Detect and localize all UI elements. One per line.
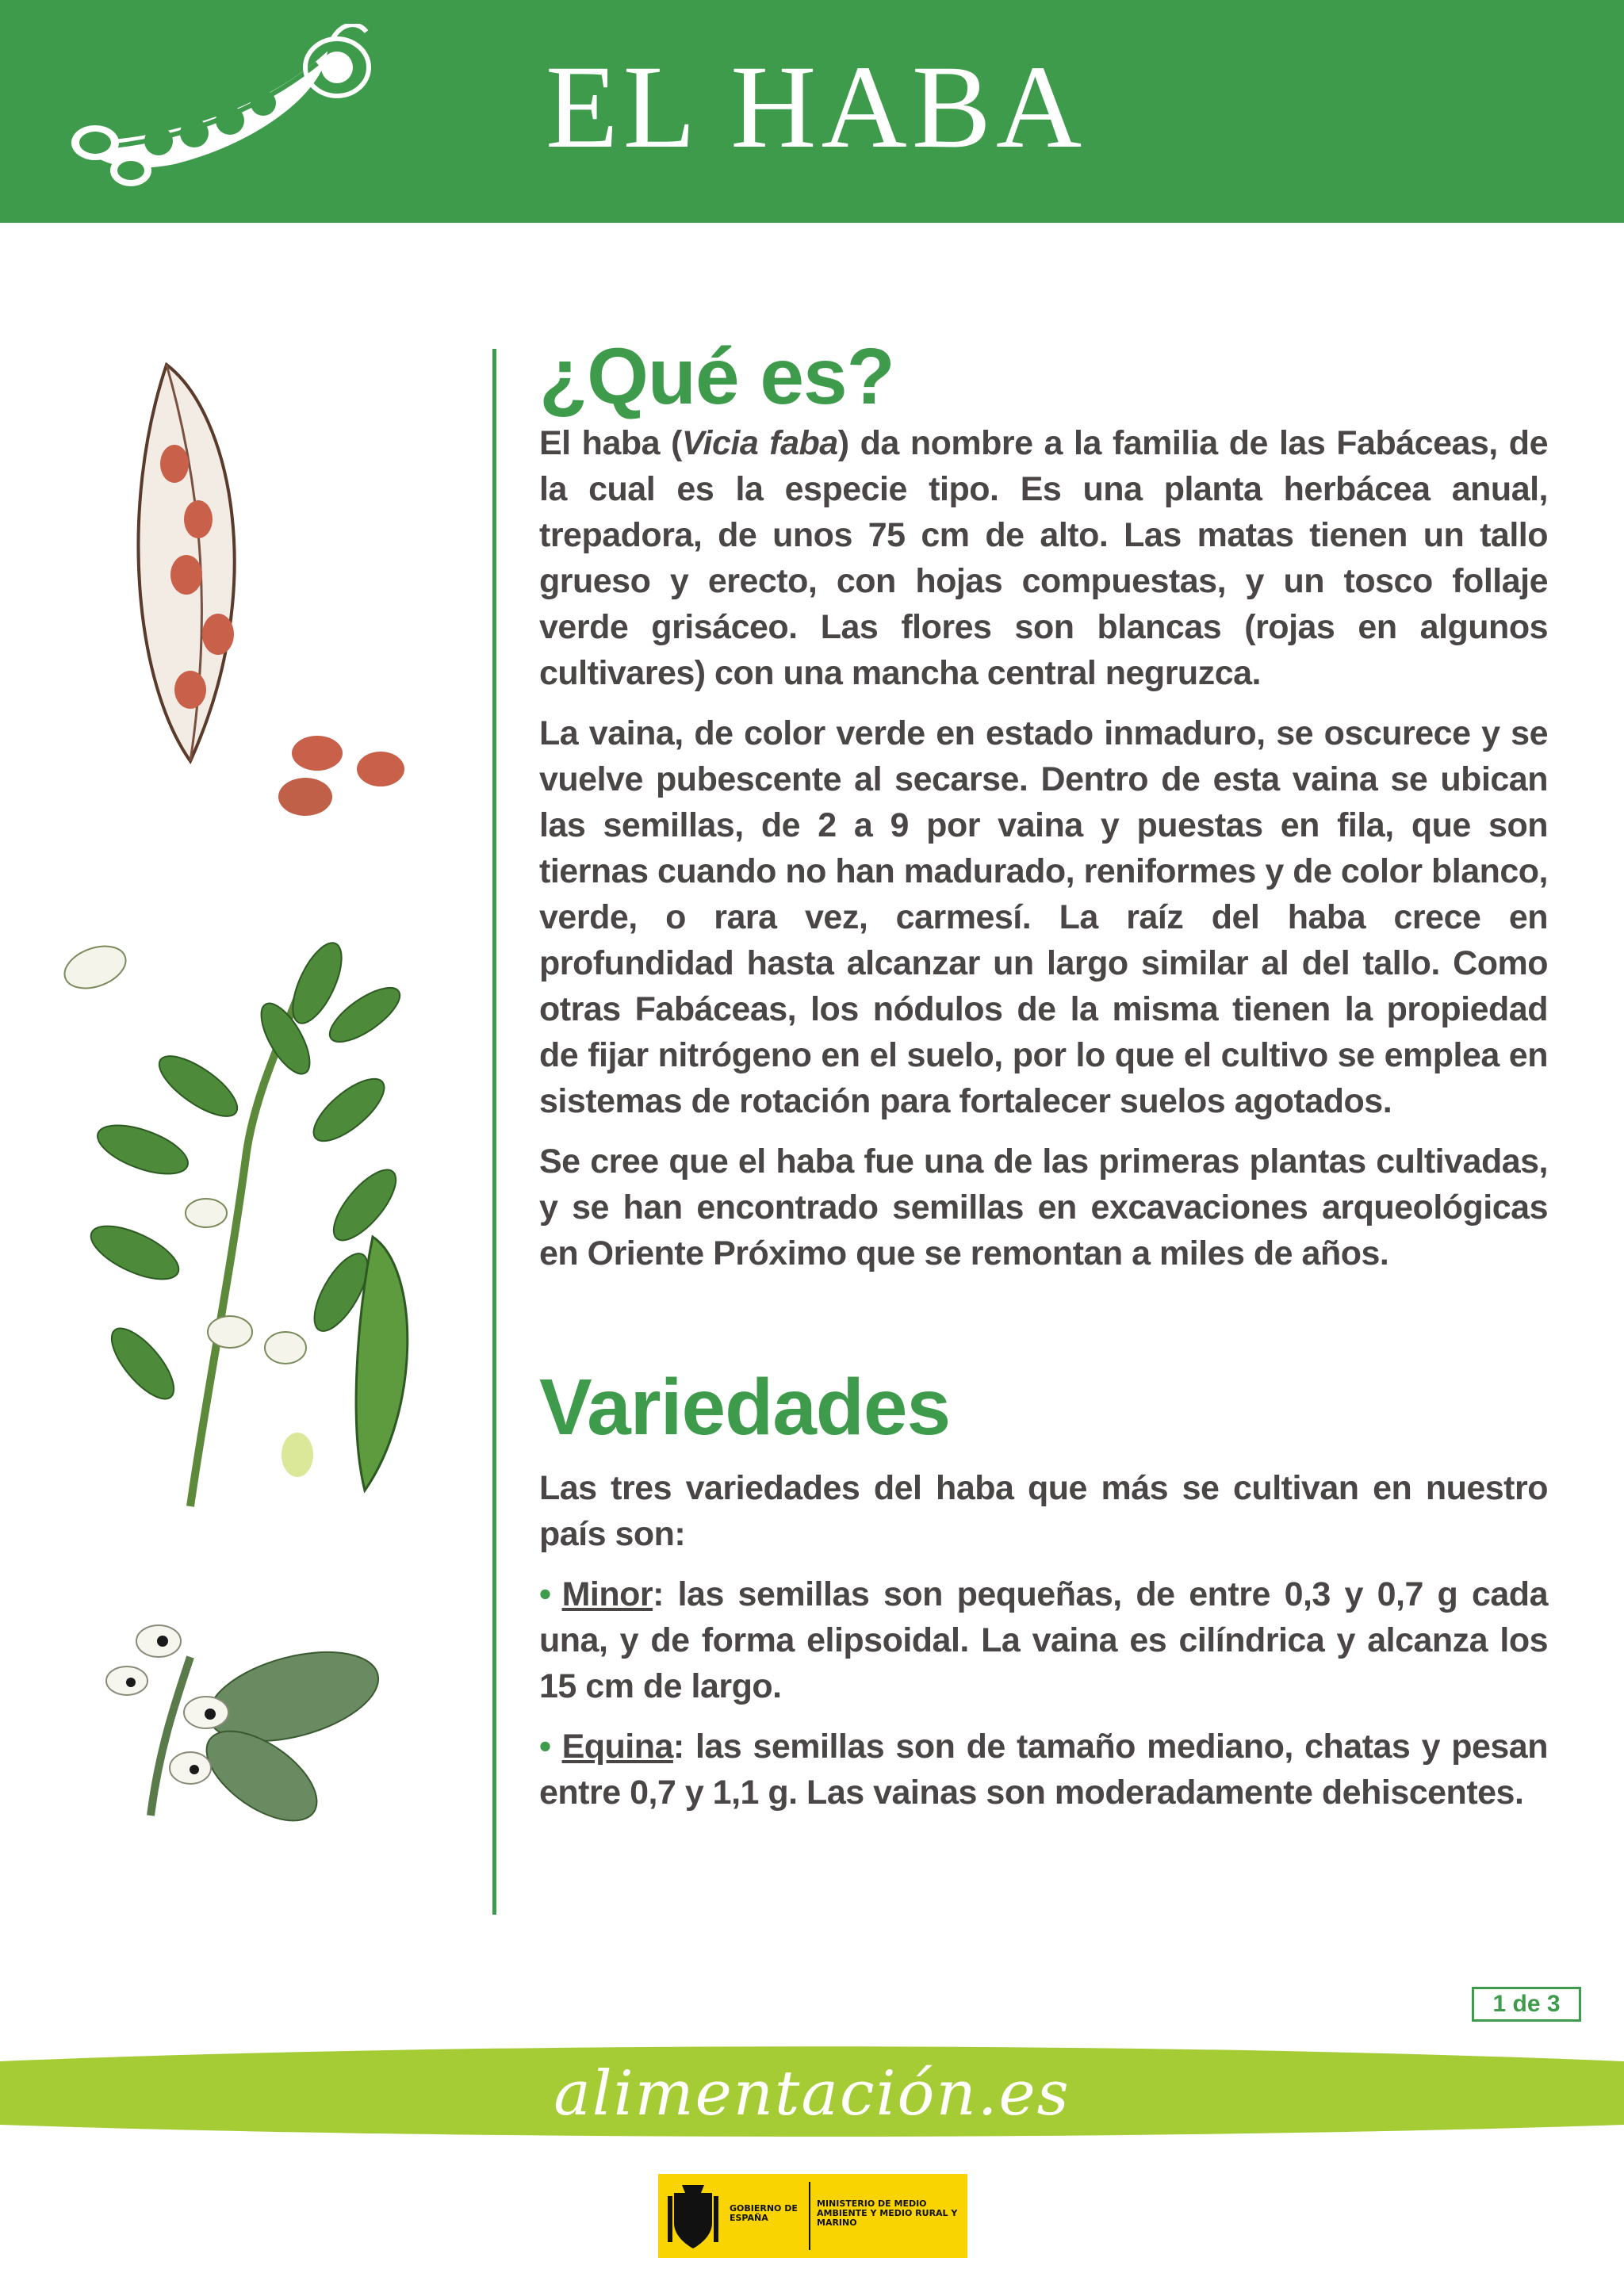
main-content [539, 333, 1548, 1830]
paragraph-3: Se cree que el haba fue una de las primeras plantas cultivadas, y se han encontrado semillas en excavaciones arqueológicas en Oriente Próximo que se remontan a miles de años. [539, 1142, 1548, 1272]
page-title: EL HABA [546, 41, 1087, 173]
logo-separator [809, 2182, 810, 2250]
paragraph-1: El haba (Vicia faba) da nombre a la familia de las Fabáceas, de la cual es la especie tipo. Es una planta herbácea anual, trepadora, de unos 75 cm de alto. Las matas tienen un tallo grueso y erecto, con hojas compuestas, y un tosco follaje verde grisáceo. Las flores son blancas (rojas en algunos cultivares) con una mancha central negruzca. [539, 424, 1548, 692]
variety-term: Minor [561, 1575, 653, 1613]
page-number-badge: 1 de 3 [1472, 1987, 1581, 2022]
section-heading-varieties: Variedades [539, 1363, 951, 1452]
column-divider [492, 349, 496, 1915]
gov-label: GOBIERNO DE ESPAÑA [730, 2203, 798, 2223]
scientific-name: Vicia faba [681, 424, 838, 462]
variety-term: Equina [561, 1728, 673, 1766]
government-logo [658, 2174, 967, 2258]
open-bean-pod-icon [87, 349, 420, 840]
bullet-icon: • [539, 1575, 551, 1613]
variety-item-minor: • Minor: las semillas son pequeñas, de entre 0,3 y 0,7 g cada una, y de forma elipsoidal. La vaina es cilíndrica y alcanza los 15 cm de largo. [539, 1575, 1548, 1705]
coat-of-arms-icon [666, 2183, 720, 2250]
bullet-icon: • [539, 1728, 551, 1766]
paragraph-2: La vaina, de color verde en estado inmaduro, se oscurece y se vuelve pubescente al secarse. Dentro de esta vaina se ubican las semillas, de 2 a 9 por vaina y puestas en fila, que son tiernas cuando no han madurado, reniformes y de color blanco, verde, o rara vez, carmesí. La raíz del haba crece en profundidad hasta alcanzar un largo similar al del tallo. Como otras Fabáceas, los nódulos de la misma tienen la propiedad de fijar nitrógeno en el suelo, por lo que el cultivo se emplea en sistemas de rotación para fortalecer suelos agotados. [539, 714, 1548, 1120]
variety-item-equina: • Equina: las semillas son de tamaño mediano, chatas y pesan entre 0,7 y 1,1 g. Las vainas son moderadamente dehiscentes. [539, 1728, 1548, 1812]
fava-plant-icon [48, 920, 444, 1522]
ministry-label: MINISTERIO DE MEDIO AMBIENTE Y MEDIO RURAL Y MARINO [817, 2198, 958, 2228]
fava-flower-icon [95, 1609, 412, 1847]
section-heading-what: ¿Qué es? [539, 332, 894, 421]
pea-pod-icon [56, 24, 389, 198]
varieties-intro: Las tres variedades del haba que más se cultivan en nuestro país son: [539, 1469, 1548, 1553]
header-banner [0, 0, 1624, 223]
footer-site-link[interactable]: alimentación.es [553, 2058, 1071, 2130]
